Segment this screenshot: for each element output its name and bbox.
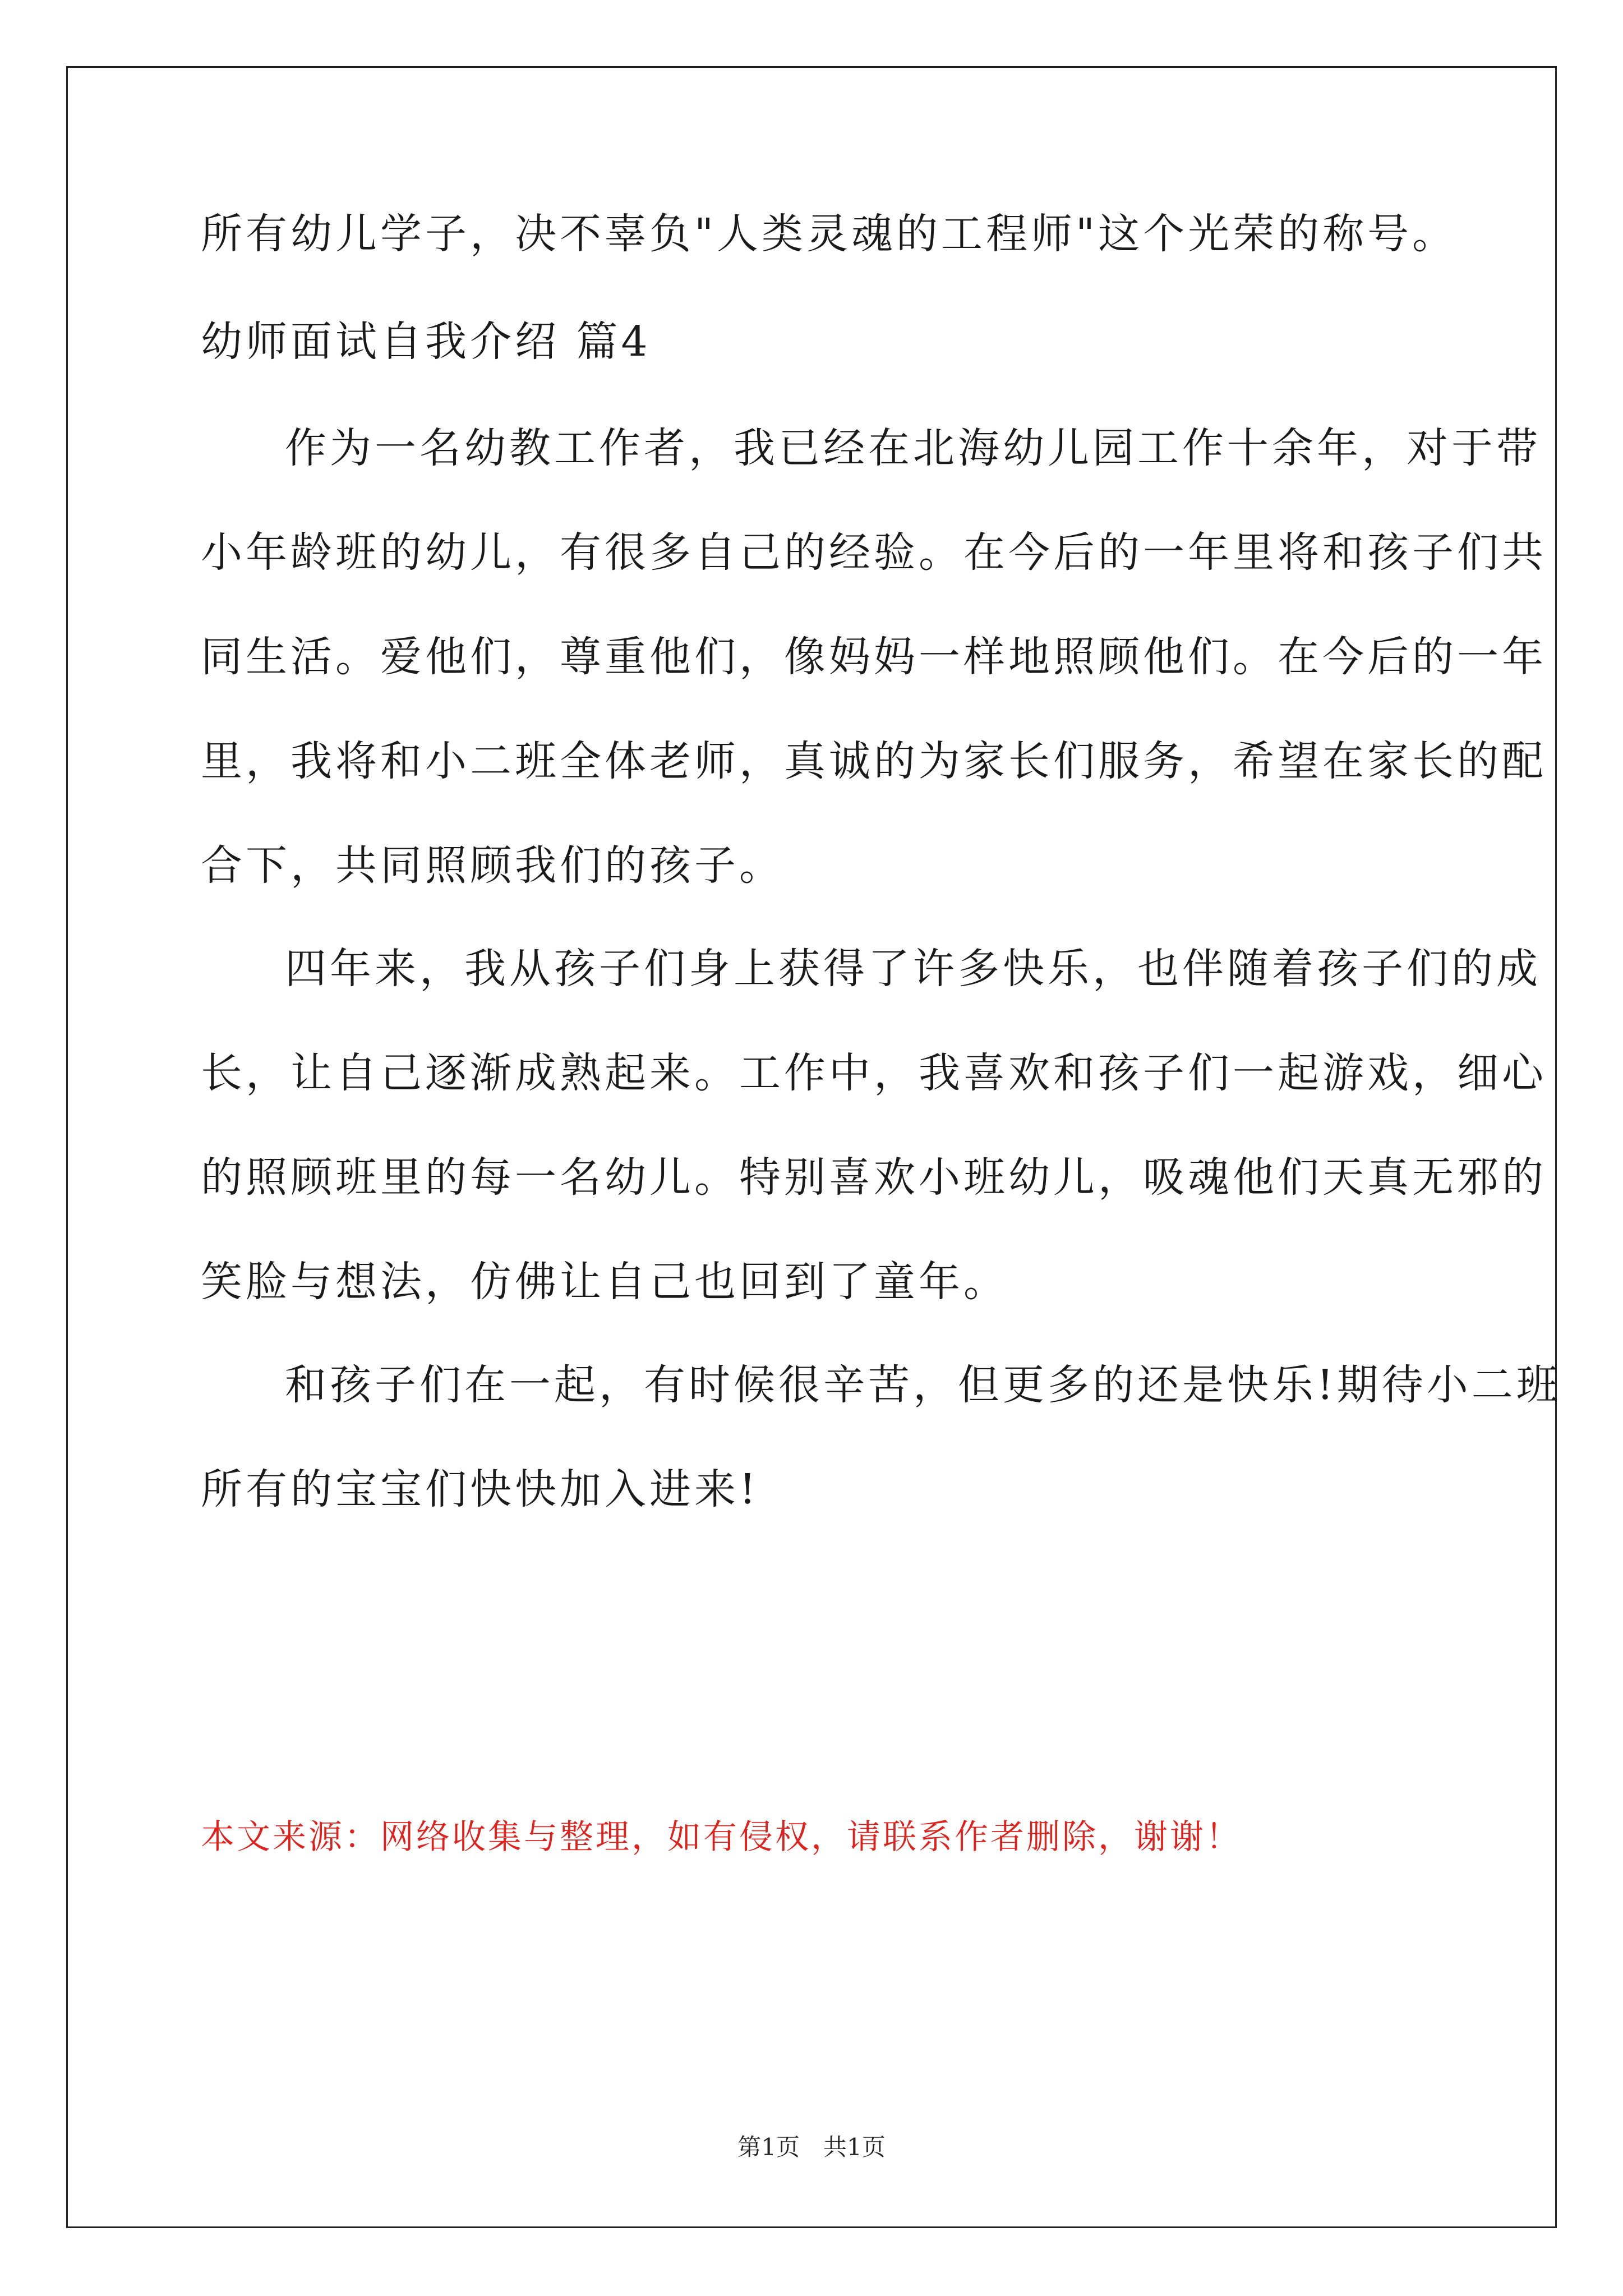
paragraph-line: 长，让自己逐渐成熟起来。工作中，我喜欢和孩子们一起游戏，细心 xyxy=(201,1049,1547,1097)
section-heading: 幼师面试自我介绍 篇4 xyxy=(201,318,651,366)
paragraph-2 xyxy=(201,942,1547,1308)
continuation-line: 所有幼儿学子，决不辜负"人类灵魂的工程师"这个光荣的称号。 xyxy=(201,210,1458,258)
source-note: 本文来源：网络收集与整理，如有侵权，请联系作者删除，谢谢！ xyxy=(201,1818,1242,1857)
paragraph-line: 小年龄班的幼儿，有很多自己的经验。在今后的一年里将和孩子们共 xyxy=(201,528,1547,577)
document-body xyxy=(201,208,1561,1566)
paragraph-3 xyxy=(201,1359,1561,1516)
paragraph-line: 里，我将和小二班全体老师，真诚的为家长们服务，希望在家长的配 xyxy=(201,737,1547,785)
paragraph-line: 合下，共同照顾我们的孩子。 xyxy=(201,841,784,890)
page-footer: 第1页 共1页 xyxy=(737,2133,886,2161)
paragraph-line: 作为一名幼教工作者，我已经在北海幼儿园工作十余年，对于带 xyxy=(285,424,1541,472)
paragraph-line: 的照顾班里的每一名幼儿。特别喜欢小班幼儿，吸魂他们天真无邪的 xyxy=(201,1153,1547,1202)
paragraph-line: 所有的宝宝们快快加入进来! xyxy=(201,1465,759,1513)
paragraph-1 xyxy=(201,422,1547,892)
paragraph-line: 四年来，我从孩子们身上获得了许多快乐，也伴随着孩子们的成 xyxy=(285,945,1541,993)
paragraph-line: 笑脸与想法，仿佛让自己也回到了童年。 xyxy=(201,1258,1008,1306)
paragraph-line: 和孩子们在一起，有时候很辛苦，但更多的还是快乐!期待小二班 xyxy=(285,1361,1561,1409)
paragraph-line: 同生活。爱他们，尊重他们，像妈妈一样地照顾他们。在今后的一年 xyxy=(201,633,1547,681)
